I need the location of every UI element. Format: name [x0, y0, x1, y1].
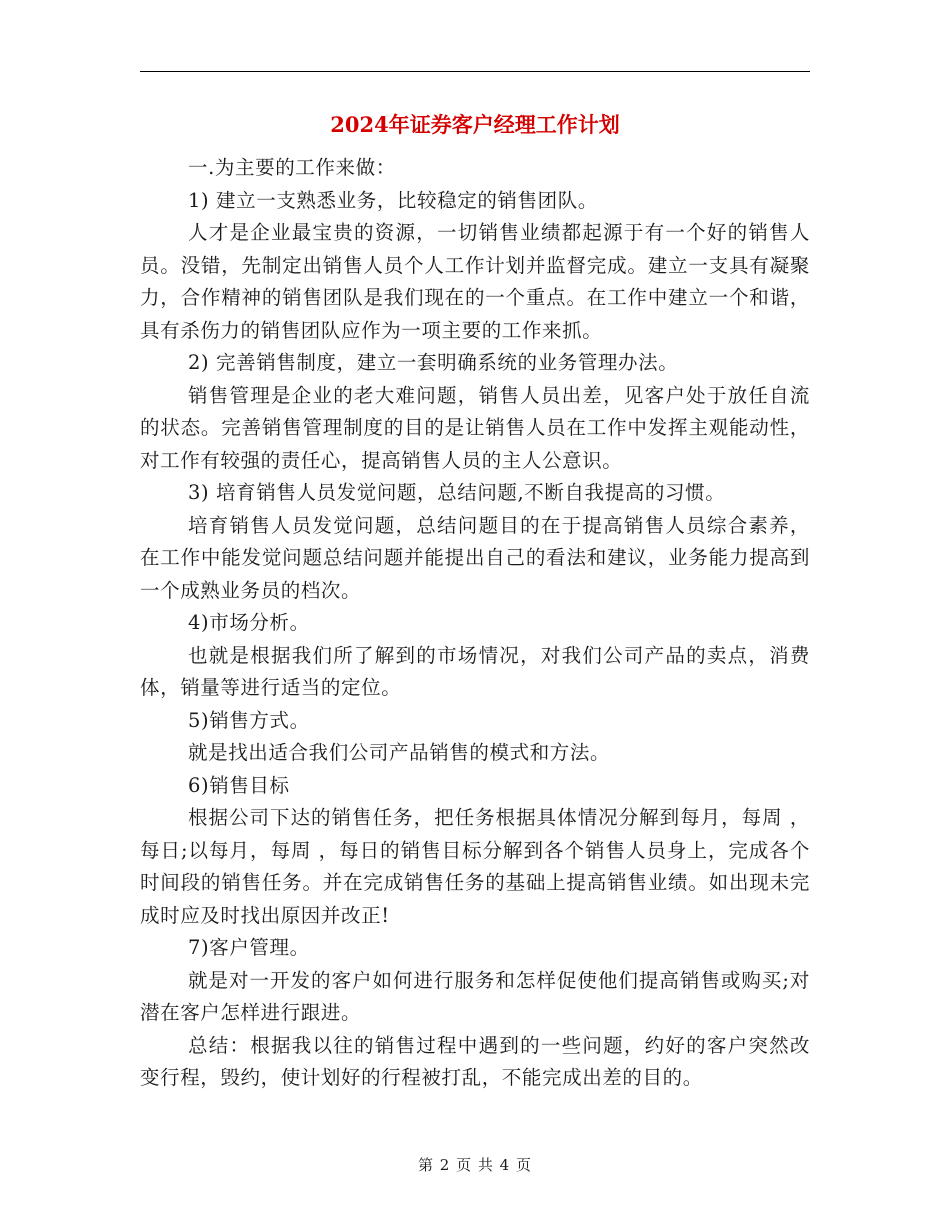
document-body	[140, 152, 810, 1095]
body-paragraph: 4)市场分析。	[188, 611, 310, 634]
body-paragraph: 就是对一开发的客户如何进行服务和怎样促使他们提高销售或购买;对潜在客户怎样进行跟进。	[140, 968, 810, 1024]
page-number-footer: 第 2 页 共 4 页	[418, 1156, 532, 1174]
body-paragraph: 销售管理是企业的老大难问题，销售人员出差，见客户处于放任自流的状态。完善销售管理制度的目的是让销售人员在工作中发挥主观能动性，对工作有较强的责任心，提高销售人员的主人公意识。	[140, 383, 810, 472]
body-paragraph: 总结：根据我以往的销售过程中遇到的一些问题，约好的客户突然改变行程，毁约，使计划好的行程被打乱，不能完成出差的目的。	[140, 1033, 810, 1089]
body-paragraph: 人才是企业最宝贵的资源，一切销售业绩都起源于有一个好的销售人员。没错，先制定出销售人员个人工作计划并监督完成。建立一支具有凝聚力，合作精神的销售团队是我们现在的一个重点。在工作中建立一个和谐，具有杀伤力的销售团队应作为一项主要的工作来抓。	[140, 221, 810, 342]
body-paragraph: 7)客户管理。	[188, 936, 310, 959]
body-paragraph: 2) 完善销售制度，建立一套明确系统的业务管理办法。	[188, 351, 679, 374]
document-title: 2024年证券客户经理工作计划	[330, 112, 620, 137]
body-paragraph: 5)销售方式。	[188, 708, 310, 732]
body-paragraph: 1) 建立一支熟悉业务，比较稳定的销售团队。	[188, 188, 598, 212]
body-paragraph: 培育销售人员发觉问题，总结问题目的在于提高销售人员综合素养，在工作中能发觉问题总结问题并能提出自己的看法和建议，业务能力提高到一个成熟业务员的档次。	[140, 513, 810, 602]
header-rule	[140, 71, 810, 72]
body-paragraph: 6)销售目标	[188, 773, 290, 797]
body-paragraph: 也就是根据我们所了解到的市场情况，对我们公司产品的卖点，消费体，销量等进行适当的定位。	[140, 643, 810, 699]
body-paragraph: 根据公司下达的销售任务，把任务根据具体情况分解到每月，每周 ，每日;以每月，每周 ，每日的销售目标分解到各个销售人员身上，完成各个时间段的销售任务。并在完成销售任务的基础上提高销售业绩。如出现未完成时应及时找出原因并改正!	[140, 806, 810, 927]
body-paragraph: 一.为主要的工作来做：	[188, 156, 396, 179]
body-paragraph: 就是找出适合我们公司产品销售的模式和方法。	[188, 741, 611, 764]
body-paragraph: 3) 培育销售人员发觉问题，总结问题,不断自我提高的习惯。	[188, 481, 726, 504]
